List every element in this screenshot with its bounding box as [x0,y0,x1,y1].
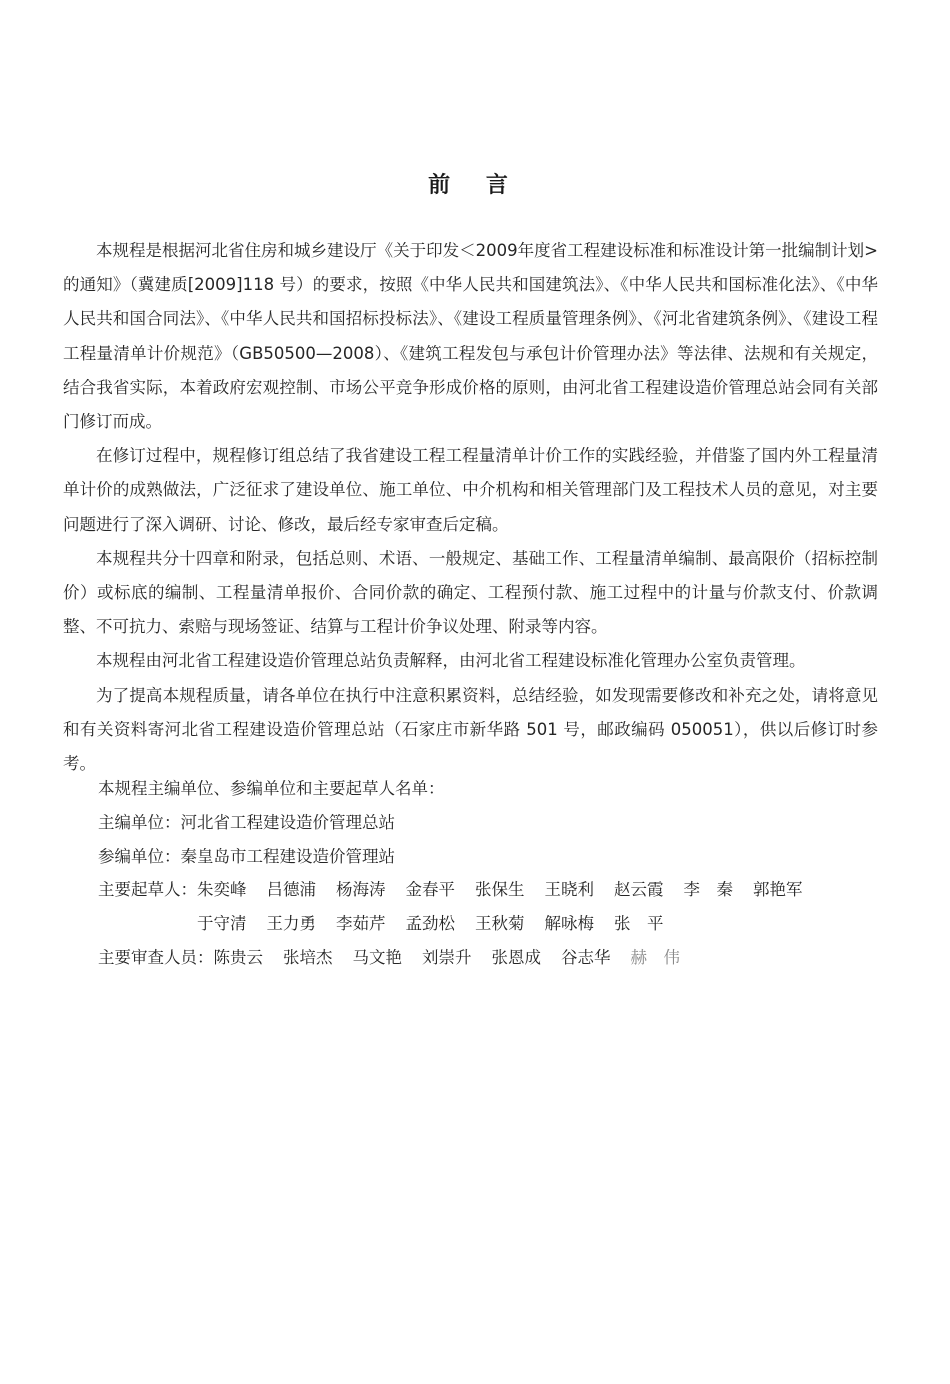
credits-intro: 本规程主编单位、参编单位和主要起草人名单： [98,779,445,798]
drafter-name: 郭艳军 [753,880,803,900]
participating-unit-label: 参编单位： [98,846,181,866]
reviewer-name: 赫 伟 [630,947,680,967]
reviewer-name: 张恩成 [491,947,541,967]
reviewer-name: 陈贵云 [213,947,263,967]
participating-unit-value: 秦皇岛市工程建设造价管理站 [180,846,395,866]
reviewers-line [98,941,878,975]
drafter-name: 解咏梅 [544,914,594,934]
drafters-line [98,873,878,941]
paragraph-contents: 本规程共分十四章和附录，包括总则、术语、一般规定、基础工作、工程量清单编制、最高限价（招标控制价）或标底的编制、工程量清单报价、合同价款的确定、工程预付款、施工过程中的计量与价款支付、价款调整、不可抗力、索赔与现场签证、结算与工程计价争议处理、附录等内容。 [63,548,878,637]
chief-unit-line [98,806,878,840]
reviewer-name: 马文艳 [352,947,402,967]
paragraph-revision-process: 在修订过程中，规程修订组总结了我省建设工程工程量清单计价工作的实践经验，并借鉴了国内外工程量清单计价的成熟做法，广泛征求了建设单位、施工单位、中介机构和相关管理部门及工程技术人员的意见，对主要问题进行了深入调研、讨论、修改，最后经专家审查后定稿。 [63,446,878,534]
drafter-name: 孟劲松 [405,914,455,934]
reviewer-name: 谷志华 [561,947,611,967]
paragraph-feedback: 为了提高本规程质量，请各单位在执行中注意积累资料，总结经验，如发现需要修改和补充之处，请将意见和有关资料寄河北省工程建设造价管理总站（石家庄市新华路 501 号，邮政编码 050051），供以后修订时参考。 [63,685,878,774]
reviewer-name: 刘崇升 [422,947,472,967]
reviewer-name: 张培杰 [283,947,333,967]
paragraph-basis: 本规程是根据河北省住房和城乡建设厅《关于印发＜2009年度省工程建设标准和标准设计第一批编制计划>的通知》（冀建质[2009]118 号）的要求，按照《中华人民共和国建筑法》、《中华人民共和国标准化法》、《中华人民共和国合同法》、《中华人民共和国招标投标法》、《建设工程质量管理条例》、《河北省建筑条例》、《建设工程工程量清单计价规范》（GB50500—2008）、《建筑工程发包与承包计价管理办法》等法律、法规和有关规定，结合我省实际，本着政府宏观控制、市场公平竞争形成价格的原则，由河北省工程建设造价管理总站会同有关部门修订而成。 [63,241,878,432]
drafter-name: 赵云霞 [614,880,664,900]
drafter-name: 杨海涛 [336,880,386,900]
drafter-name: 王秋菊 [475,914,525,934]
drafter-name: 金春平 [405,880,455,900]
drafter-name: 王晓利 [544,880,594,900]
participating-unit-line [98,840,878,874]
drafters-list [197,873,857,941]
drafter-name: 吕德浦 [266,880,316,900]
chief-unit-value: 河北省工程建设造价管理总站 [180,812,395,832]
drafter-name: 李 秦 [683,880,733,900]
drafter-name: 李茹芹 [336,914,386,934]
drafters-label: 主要起草人： [98,880,197,900]
paragraph-interpretation: 本规程由河北省工程建设造价管理总站负责解释，由河北省工程建设标准化管理办公室负责管理。 [96,651,806,671]
drafter-name: 王力勇 [266,914,316,934]
preface-body [63,234,878,781]
chief-unit-label: 主编单位： [98,812,181,832]
drafter-name: 张 平 [614,914,664,934]
reviewers-list [214,941,701,975]
drafter-name: 张保生 [475,880,525,900]
drafter-name: 朱奕峰 [197,880,247,900]
page-title: 前 言 [428,173,522,198]
credits-section [98,772,878,975]
drafter-name: 于守清 [197,914,247,934]
reviewers-label: 主要审查人员： [98,947,214,967]
